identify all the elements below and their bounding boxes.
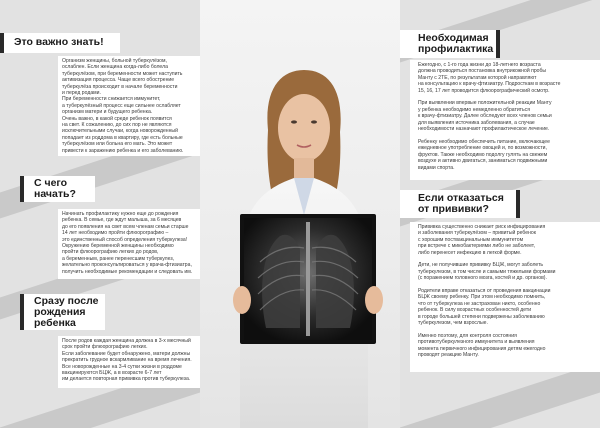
cover-photo <box>200 0 400 428</box>
section-heading-prevention <box>400 30 500 58</box>
section-body-start: Начинать профилактику нужно еще до рождения ребенка. В семье, где ждут малыша, за 6 месяцев до его появления на свет всем членам семьи старше 14 лет необходимо пройти флюорографию – это единственный способ определения туберкулеза! Окружению беременной женщины необходимо пройти флюорографию легких до родов, а беременным, ранее перенесшим туберкулез, желательно проконсультироваться у врача-фтизиатра, получить необходимые рекомендации и следовать им. <box>62 211 193 275</box>
section-card-prevention <box>410 60 600 180</box>
doctor-xray-illustration <box>200 0 400 428</box>
heading-accent-bar <box>0 33 4 53</box>
heading-text: Сразу после рождения ребенка <box>34 295 99 329</box>
heading-text: С чего начать? <box>34 177 76 200</box>
heading-accent-bar <box>496 30 500 58</box>
heading-accent-bar <box>20 294 24 330</box>
section-card-important <box>58 56 200 156</box>
section-card-refusal <box>410 222 600 372</box>
section-card-after-birth <box>58 336 200 388</box>
section-body-important: Организм женщины, больной туберкулёзом, ослаблен. Если женщина когда-либо болела туберкулёзом, при беременности может наступить активизация процесса. Чаще всего обострение туберкулёза происходит в начале беременности и перед родами. При беременности снижается иммунитет, а туберкулёзный процесс еще сильнее ослабляет организм матери и будущего ребенка. Очень важно, в какой среде ребенок появится на свет. К сожалению, до сих пор не являются исключительными случаи, когда новорожденный попадает из роддома в квартиру, где есть больные туберкулёзом или больна его мать. Это может привести к заражению ребенка и его заболеванию. <box>62 58 184 154</box>
heading-accent-bar <box>20 176 24 202</box>
section-heading-important <box>0 33 120 53</box>
heading-text: Это важно знать! <box>14 36 104 48</box>
section-heading-after-birth <box>20 294 105 330</box>
section-body-after-birth: После родов каждая женщина должна в 3-х месячный срок пройти флюорографию легких. Если заболевание будет обнаружено, матери должны прекратить грудное вскармливание на время лечения. Все новорожденные на 3-4 сутки жизни в роддоме вакцинируются БЦЖ, а в возрасте 6-7 лет им делается повторная прививка против туберкулеза. <box>62 338 192 383</box>
section-card-start <box>58 209 200 279</box>
heading-accent-bar <box>516 190 520 218</box>
section-heading-refusal <box>400 190 520 218</box>
heading-text: Необходимая профилактика <box>418 32 494 55</box>
section-body-refusal: Прививка существенно снижает риск инфицирования и заболевания туберкулёзом – привитый ребенок с хорошим поствакцинальным иммунитетом при встрече с микобактериями либо не заболеет, либо перенесет инфекцию в легкой форме. Дети, не получившие прививку БЦЖ, могут заболеть туберкулезом, в том числе и самыми тяжелыми формами (с поражением головного мозга, костей и др. органов). Родители вправе отказаться от проведения вакцинации БЦЖ своему ребенку. При этом необходимо помнить, что от туберкулеза не застрахован никто, особенно ребенок. В силу возрастных особенностей дети в городе большей степени подвержены заболеванию туберкулезом, чем взрослые. Именно поэтому, для контроля состояния противотуберкулезного иммунитета и выявления момента первичного инфицирования детям ежегодно проводят реакцию Манту. <box>418 224 556 359</box>
section-body-prevention: Ежегодно, с 1-го года жизни до 18-летнего возраста должна проводиться постановка внутрикожной пробы Манту с 2ТЕ, по результатам которой направляют на консультацию к врачу-фтизиатру. Подросткам в возрасте 15, 16, 17 лет проводится флюорографический осмотр. При выявлении впервые положительной реакции Манту у ребенка необходимо немедленно обратиться к врачу-фтизиатру. Далее обследуют всех членов семьи для выявления источника заболевания, а случае необходимости назначают профилактическое лечение. Ребенку необходимо обеспечить питание, включающее ежедневное употребление овощей и, по возможности, фруктов. Также необходимо подолгу гулять на свежем воздухе и активно двигаться, заниматься подвижными видами спорта. <box>418 62 561 171</box>
section-heading-start <box>20 176 95 202</box>
heading-text: Если отказаться от прививки? <box>418 192 504 215</box>
